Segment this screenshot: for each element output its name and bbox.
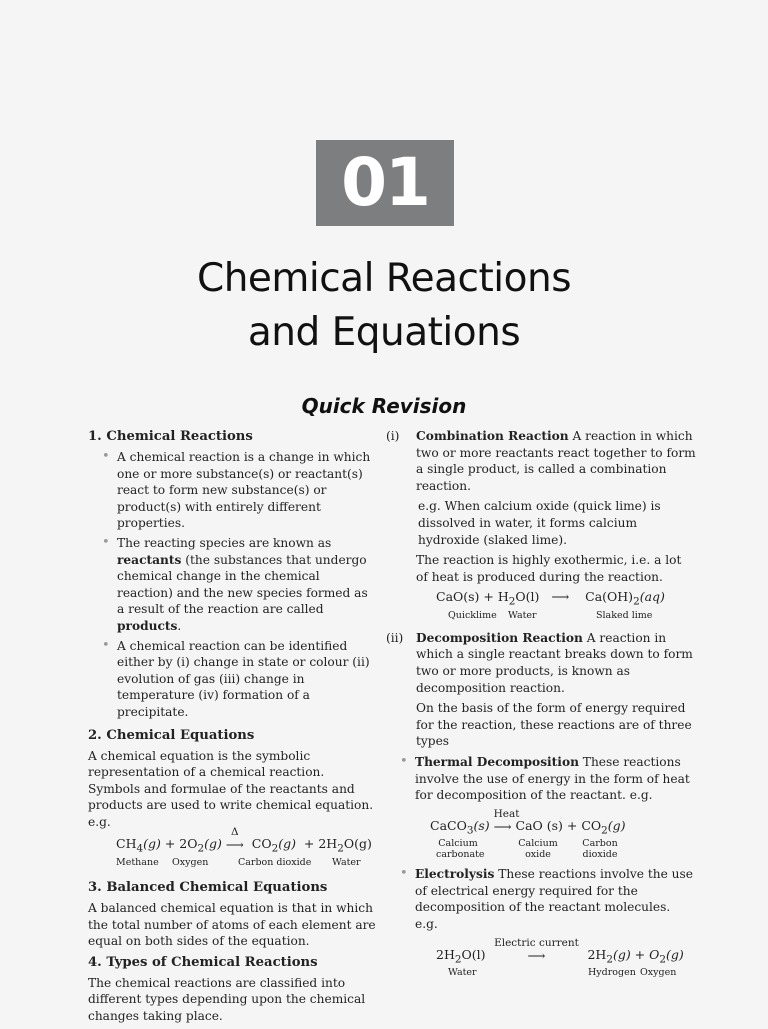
list-item: • A chemical reaction is a change in which one or more substance(s) or reactant(s) react to form new substance(s) or product(s) with entirely different properties. bbox=[102, 449, 378, 532]
equation-electrolysis-water: $2H_2O(l)$ Electric current ⟶ $2H_2(g) + O_2(g)$ bbox=[436, 936, 684, 966]
equation-labels: Calcium carbonate Calcium oxide Carbon dioxide bbox=[436, 838, 618, 861]
list-item: • Thermal Decomposition These reactions involve the use of energy in the form of heat for decomposition of the reactant. e.g. bbox=[400, 754, 696, 804]
section-types-title: 4. Types of Chemical Reactions bbox=[88, 954, 318, 970]
combination-reaction-item: (i) Combination Reaction A reaction in which two or more reactants react together to form a single product, is called a combination reaction. bbox=[386, 429, 696, 493]
equation-labels: Methane Oxygen Carbon dioxide Water bbox=[116, 856, 361, 868]
equation-methane-combustion: $CH_4(g) + 2O_2(g)$ Δ ⟶ $CO_2(g) + 2H_2O(g)$ bbox=[116, 826, 372, 855]
types-text: The chemical reactions are classified into different types depending upon the chemical changes taking place. bbox=[88, 975, 366, 1023]
chemical-reactions-list bbox=[88, 449, 378, 721]
left-column bbox=[88, 428, 378, 1029]
quick-revision-heading: Quick Revision bbox=[301, 394, 467, 418]
chapter-title bbox=[0, 252, 768, 360]
chemical-equations-text: A chemical equation is the symbolic representation of a chemical reaction. Symbols and formulae of the reactants and products are used to write chemical equation. e.g. bbox=[88, 748, 374, 829]
equation-labels: Quicklime Water Slaked lime bbox=[448, 609, 653, 621]
equation-quicklime: $CaO(s) + H_2O(l)$ ⟶ $Ca(OH)_2(aq)$ bbox=[436, 589, 665, 608]
combination-note: The reaction is highly exothermic, i.e. a lot of heat is produced during the reaction. bbox=[416, 553, 682, 584]
chapter-title-line1: Chemical Reactions bbox=[196, 256, 572, 301]
list-item: • The reacting species are known as reactants (the substances that undergo chemical change in the chemical reaction) and the new species formed as a result of the reaction are called products. bbox=[102, 535, 378, 635]
section-balanced-equations-title: 3. Balanced Chemical Equations bbox=[88, 879, 328, 895]
chapter-title-line2: and Equations bbox=[247, 310, 521, 355]
list-item: • Electrolysis These reactions involve the use of electrical energy required for the decomposition of the reactant molecules. e.g. bbox=[400, 866, 696, 932]
combination-example: e.g. When calcium oxide (quick lime) is dissolved in water, it forms calcium hydroxide (slaked lime). bbox=[418, 499, 661, 547]
decomposition-basis: On the basis of the form of energy required for the reaction, these reactions are of three types bbox=[416, 701, 692, 749]
equation-calcium-carbonate: CaCO$_3$(s) Heat ⟶ CaO $(s) + CO_2(g)$ bbox=[430, 807, 626, 837]
list-item: • A chemical reaction can be identified either by (i) change in state or colour (ii) evolution of gas (iii) change in temperature (iv) formation of a precipitate. bbox=[102, 638, 378, 721]
decomposition-types-list bbox=[396, 754, 696, 804]
right-column bbox=[386, 428, 696, 989]
decomposition-types-list-2 bbox=[396, 866, 696, 932]
chapter-number-badge: 01 bbox=[316, 140, 454, 226]
equation-labels: Water Hydrogen Oxygen bbox=[448, 967, 677, 979]
balanced-equations-text: A balanced chemical equation is that in which the total number of atoms of each element are equal on both sides of the equation. bbox=[88, 900, 376, 949]
section-chemical-reactions-title: 1. Chemical Reactions bbox=[88, 429, 253, 444]
section-chemical-equations-title: 2. Chemical Equations bbox=[88, 727, 255, 743]
decomposition-reaction-item: (ii) Decomposition Reaction A reaction in which a single reactant breaks down to form two or more products, is known as decomposition reaction. bbox=[386, 630, 693, 695]
